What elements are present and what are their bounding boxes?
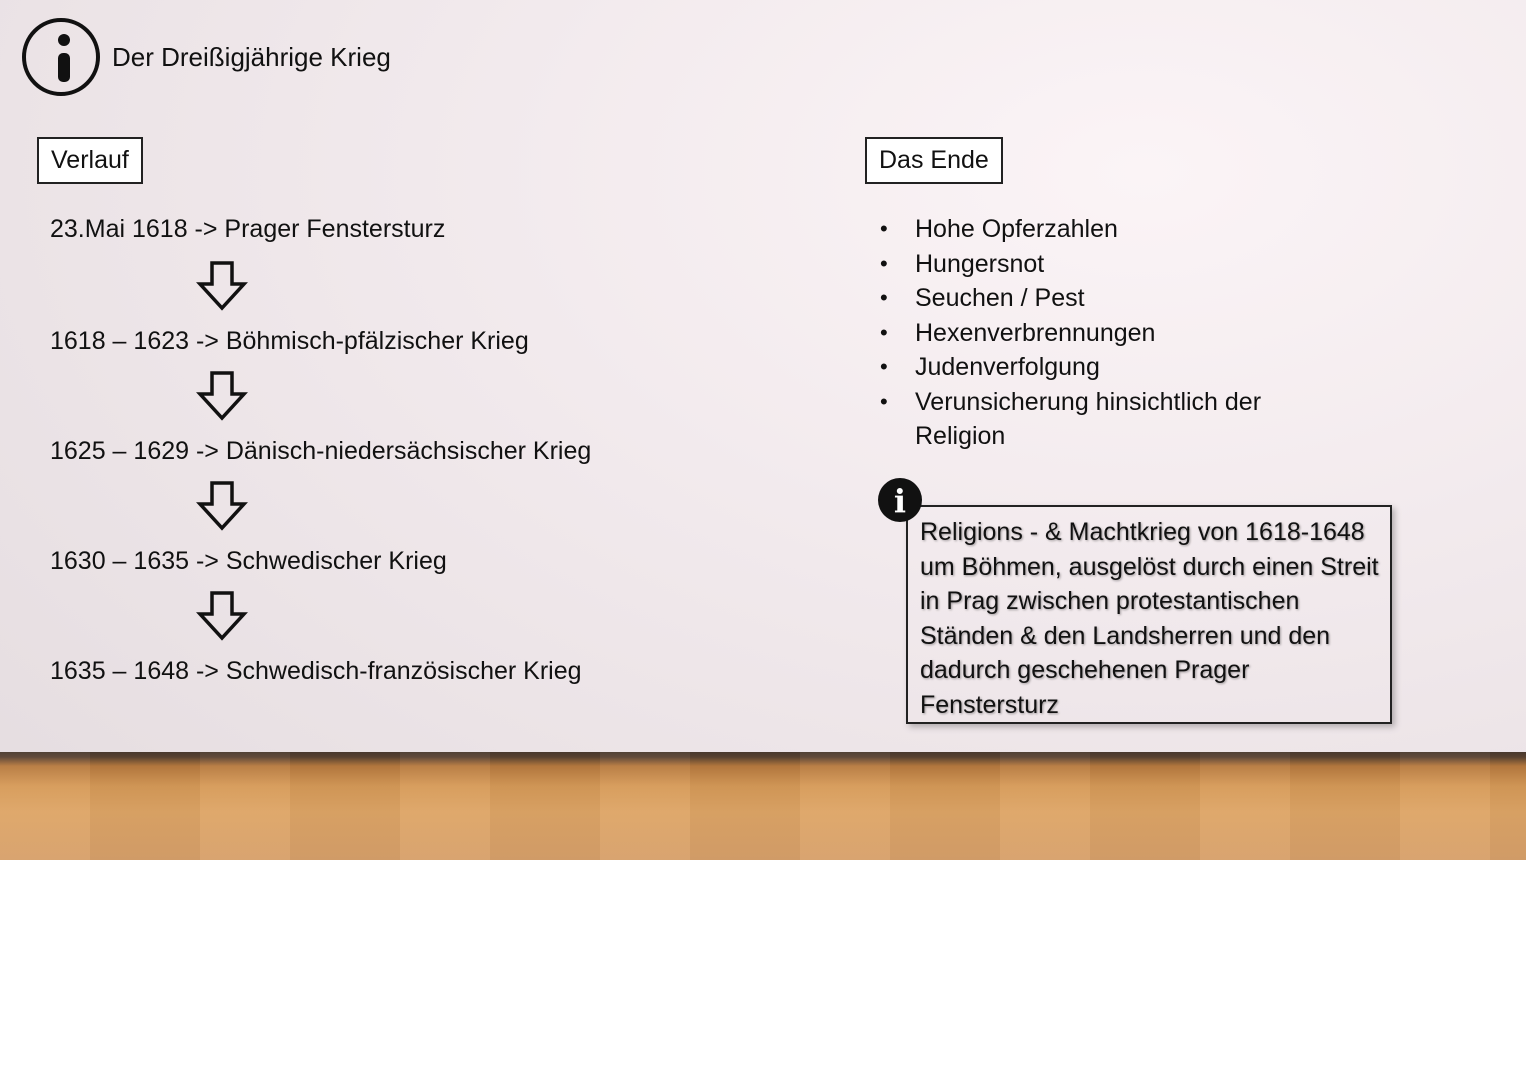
timeline-event: 1630 – 1635 -> Schwedischer Krieg bbox=[50, 547, 447, 575]
info-icon bbox=[22, 18, 100, 96]
verlauf-label: Verlauf bbox=[37, 137, 143, 184]
list-item: • Hohe Opferzahlen bbox=[880, 212, 1295, 247]
timeline-event: 23.Mai 1618 -> Prager Fenstersturz bbox=[50, 215, 446, 243]
consequences-list bbox=[880, 212, 1295, 454]
list-item: • Hexenverbrennungen bbox=[880, 316, 1295, 351]
timeline-event: 1618 – 1623 -> Böhmisch-pfälzischer Krieg bbox=[50, 327, 529, 355]
info-box bbox=[906, 505, 1392, 724]
wooden-floor-background bbox=[0, 752, 1526, 860]
timeline-event: 1625 – 1629 -> Dänisch-niedersächsischer Krieg bbox=[50, 437, 592, 465]
list-item: • Judenverfolgung bbox=[880, 350, 1295, 385]
list-item: • Seuchen / Pest bbox=[880, 281, 1295, 316]
down-arrow-icon bbox=[196, 260, 248, 312]
list-item: • Verunsicherung hinsichtlich der Religion bbox=[880, 385, 1295, 454]
das-ende-label: Das Ende bbox=[865, 137, 1003, 184]
info-text: Religions - & Machtkrieg von 1618-1648 um Böhmen, ausgelöst durch einen Streit in Prag zwischen protestantischen Ständen & den Landsherren und den dadurch geschehenen Prager Fenstersturz bbox=[920, 518, 1379, 719]
page-title: Der Dreißigjährige Krieg bbox=[112, 42, 391, 72]
timeline-event: 1635 – 1648 -> Schwedisch-französischer Krieg bbox=[50, 657, 582, 685]
info-badge-icon: i bbox=[878, 478, 922, 522]
down-arrow-icon bbox=[196, 480, 248, 532]
list-item: • Hungersnot bbox=[880, 247, 1295, 282]
down-arrow-icon bbox=[196, 370, 248, 422]
down-arrow-icon bbox=[196, 590, 248, 642]
